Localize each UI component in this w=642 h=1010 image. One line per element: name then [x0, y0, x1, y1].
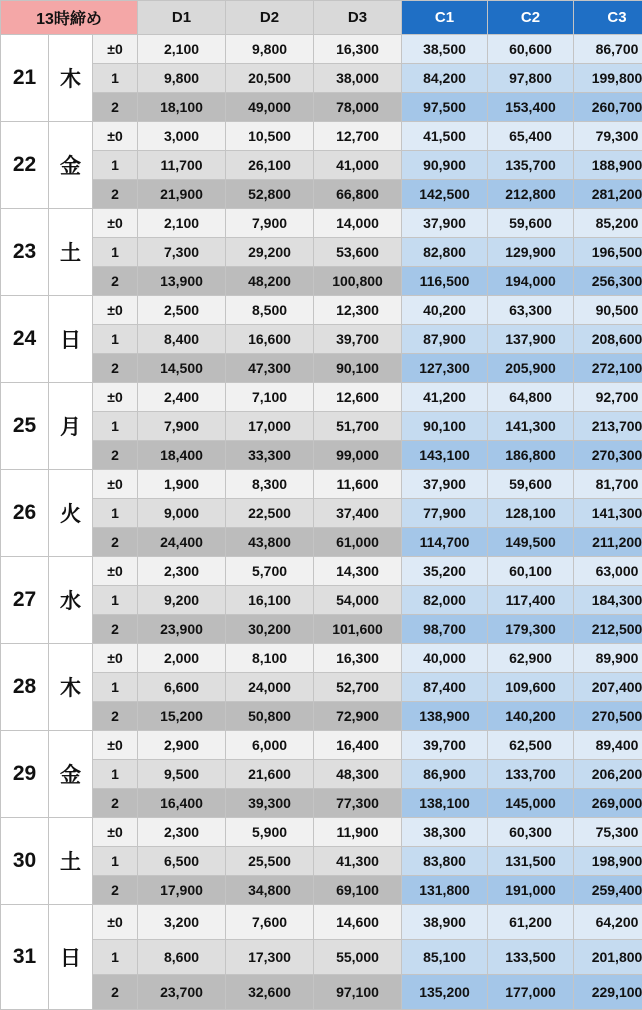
value-cell: 196,500 [574, 238, 642, 267]
value-cell: 83,800 [402, 847, 488, 876]
weekday-cell: 木 [49, 35, 93, 122]
value-cell: 18,100 [138, 93, 226, 122]
table-row [1, 180, 642, 209]
offset-cell: 1 [93, 760, 138, 789]
offset-cell: 1 [93, 325, 138, 354]
table-row [1, 644, 642, 673]
value-cell: 16,300 [314, 644, 402, 673]
date-cell: 22 [1, 122, 49, 209]
value-cell: 229,100 [574, 975, 642, 1010]
value-cell: 135,200 [402, 975, 488, 1010]
date-cell: 24 [1, 296, 49, 383]
offset-cell: 2 [93, 180, 138, 209]
value-cell: 50,800 [226, 702, 314, 731]
offset-cell: ±0 [93, 470, 138, 499]
col-header-d1: D1 [138, 1, 226, 35]
value-cell: 61,000 [314, 528, 402, 557]
table-row [1, 35, 642, 64]
value-cell: 92,700 [574, 383, 642, 412]
value-cell: 131,500 [488, 847, 574, 876]
value-cell: 101,600 [314, 615, 402, 644]
weekday-cell: 月 [49, 383, 93, 470]
value-cell: 143,100 [402, 441, 488, 470]
value-cell: 23,900 [138, 615, 226, 644]
value-cell: 138,900 [402, 702, 488, 731]
value-cell: 60,600 [488, 35, 574, 64]
value-cell: 14,000 [314, 209, 402, 238]
value-cell: 77,900 [402, 499, 488, 528]
value-cell: 16,300 [314, 35, 402, 64]
value-cell: 24,400 [138, 528, 226, 557]
weekday-cell: 土 [49, 818, 93, 905]
value-cell: 89,900 [574, 644, 642, 673]
offset-cell: 2 [93, 702, 138, 731]
value-cell: 129,900 [488, 238, 574, 267]
value-cell: 7,300 [138, 238, 226, 267]
table-row [1, 940, 642, 975]
value-cell: 213,700 [574, 412, 642, 441]
offset-cell: 2 [93, 876, 138, 905]
table-row [1, 325, 642, 354]
table-row [1, 441, 642, 470]
value-cell: 14,300 [314, 557, 402, 586]
value-cell: 69,100 [314, 876, 402, 905]
value-cell: 206,200 [574, 760, 642, 789]
value-cell: 99,000 [314, 441, 402, 470]
value-cell: 61,200 [488, 905, 574, 940]
offset-cell: ±0 [93, 209, 138, 238]
col-header-c2: C2 [488, 1, 574, 35]
value-cell: 64,800 [488, 383, 574, 412]
value-cell: 40,000 [402, 644, 488, 673]
value-cell: 82,800 [402, 238, 488, 267]
value-cell: 117,400 [488, 586, 574, 615]
value-cell: 211,200 [574, 528, 642, 557]
offset-cell: 1 [93, 673, 138, 702]
value-cell: 270,500 [574, 702, 642, 731]
value-cell: 16,400 [138, 789, 226, 818]
value-cell: 41,300 [314, 847, 402, 876]
value-cell: 26,100 [226, 151, 314, 180]
value-cell: 142,500 [402, 180, 488, 209]
value-cell: 41,500 [402, 122, 488, 151]
offset-cell: ±0 [93, 644, 138, 673]
weekday-cell: 水 [49, 557, 93, 644]
table-row [1, 760, 642, 789]
offset-cell: 1 [93, 412, 138, 441]
weekday-cell: 火 [49, 470, 93, 557]
value-cell: 11,900 [314, 818, 402, 847]
value-cell: 9,200 [138, 586, 226, 615]
value-cell: 98,700 [402, 615, 488, 644]
value-cell: 272,100 [574, 354, 642, 383]
value-cell: 60,100 [488, 557, 574, 586]
value-cell: 114,700 [402, 528, 488, 557]
date-cell: 29 [1, 731, 49, 818]
header-row [1, 1, 642, 35]
value-cell: 41,000 [314, 151, 402, 180]
value-cell: 59,600 [488, 209, 574, 238]
table-row [1, 354, 642, 383]
value-cell: 270,300 [574, 441, 642, 470]
value-cell: 2,900 [138, 731, 226, 760]
offset-cell: 2 [93, 354, 138, 383]
table-row [1, 673, 642, 702]
offset-cell: 1 [93, 586, 138, 615]
value-cell: 72,900 [314, 702, 402, 731]
offset-cell: ±0 [93, 557, 138, 586]
value-cell: 85,200 [574, 209, 642, 238]
value-cell: 89,400 [574, 731, 642, 760]
value-cell: 17,300 [226, 940, 314, 975]
value-cell: 6,000 [226, 731, 314, 760]
value-cell: 100,800 [314, 267, 402, 296]
col-header-d3: D3 [314, 1, 402, 35]
value-cell: 109,600 [488, 673, 574, 702]
value-cell: 207,400 [574, 673, 642, 702]
weekday-cell: 日 [49, 905, 93, 1010]
value-cell: 59,600 [488, 470, 574, 499]
value-cell: 8,600 [138, 940, 226, 975]
value-cell: 128,100 [488, 499, 574, 528]
value-cell: 38,000 [314, 64, 402, 93]
date-cell: 25 [1, 383, 49, 470]
value-cell: 3,200 [138, 905, 226, 940]
value-cell: 12,600 [314, 383, 402, 412]
value-cell: 52,700 [314, 673, 402, 702]
value-cell: 191,000 [488, 876, 574, 905]
value-cell: 97,500 [402, 93, 488, 122]
value-cell: 9,800 [138, 64, 226, 93]
table-row [1, 528, 642, 557]
value-cell: 43,800 [226, 528, 314, 557]
value-cell: 6,500 [138, 847, 226, 876]
date-cell: 31 [1, 905, 49, 1010]
value-cell: 256,300 [574, 267, 642, 296]
value-cell: 13,900 [138, 267, 226, 296]
value-cell: 199,800 [574, 64, 642, 93]
value-cell: 48,300 [314, 760, 402, 789]
value-cell: 1,900 [138, 470, 226, 499]
value-cell: 63,000 [574, 557, 642, 586]
value-cell: 75,300 [574, 818, 642, 847]
value-cell: 212,800 [488, 180, 574, 209]
col-header-c3: C3 [574, 1, 642, 35]
value-cell: 260,700 [574, 93, 642, 122]
offset-cell: 2 [93, 789, 138, 818]
value-cell: 21,600 [226, 760, 314, 789]
table-row [1, 586, 642, 615]
table-row [1, 615, 642, 644]
value-cell: 86,700 [574, 35, 642, 64]
value-cell: 63,300 [488, 296, 574, 325]
value-cell: 138,100 [402, 789, 488, 818]
value-cell: 37,900 [402, 470, 488, 499]
offset-cell: 1 [93, 151, 138, 180]
value-cell: 22,500 [226, 499, 314, 528]
value-cell: 97,100 [314, 975, 402, 1010]
value-cell: 135,700 [488, 151, 574, 180]
value-cell: 208,600 [574, 325, 642, 354]
table-row [1, 296, 642, 325]
value-cell: 64,200 [574, 905, 642, 940]
value-cell: 90,900 [402, 151, 488, 180]
value-cell: 2,300 [138, 818, 226, 847]
value-cell: 78,000 [314, 93, 402, 122]
value-cell: 85,100 [402, 940, 488, 975]
value-cell: 90,100 [402, 412, 488, 441]
value-cell: 2,000 [138, 644, 226, 673]
value-cell: 5,900 [226, 818, 314, 847]
value-cell: 201,800 [574, 940, 642, 975]
offset-cell: 2 [93, 267, 138, 296]
value-cell: 7,100 [226, 383, 314, 412]
value-cell: 14,500 [138, 354, 226, 383]
value-cell: 141,300 [574, 499, 642, 528]
value-cell: 2,400 [138, 383, 226, 412]
value-cell: 38,300 [402, 818, 488, 847]
value-cell: 2,100 [138, 209, 226, 238]
table-row [1, 93, 642, 122]
value-cell: 133,500 [488, 940, 574, 975]
value-cell: 8,100 [226, 644, 314, 673]
value-cell: 90,100 [314, 354, 402, 383]
table-row [1, 876, 642, 905]
value-cell: 34,800 [226, 876, 314, 905]
value-cell: 2,500 [138, 296, 226, 325]
table-row [1, 412, 642, 441]
value-cell: 55,000 [314, 940, 402, 975]
value-cell: 133,700 [488, 760, 574, 789]
value-cell: 39,700 [314, 325, 402, 354]
value-cell: 60,300 [488, 818, 574, 847]
value-cell: 2,300 [138, 557, 226, 586]
value-cell: 53,600 [314, 238, 402, 267]
value-cell: 9,800 [226, 35, 314, 64]
value-cell: 77,300 [314, 789, 402, 818]
date-cell: 26 [1, 470, 49, 557]
value-cell: 29,200 [226, 238, 314, 267]
value-cell: 131,800 [402, 876, 488, 905]
value-cell: 3,000 [138, 122, 226, 151]
value-cell: 24,000 [226, 673, 314, 702]
table-row [1, 789, 642, 818]
weekday-cell: 木 [49, 644, 93, 731]
value-cell: 37,900 [402, 209, 488, 238]
table-row [1, 499, 642, 528]
offset-cell: 1 [93, 64, 138, 93]
weekday-cell: 日 [49, 296, 93, 383]
date-cell: 27 [1, 557, 49, 644]
offset-cell: 1 [93, 238, 138, 267]
value-cell: 97,800 [488, 64, 574, 93]
date-cell: 21 [1, 35, 49, 122]
table-row [1, 847, 642, 876]
table-row [1, 818, 642, 847]
value-cell: 12,700 [314, 122, 402, 151]
value-cell: 16,100 [226, 586, 314, 615]
date-cell: 30 [1, 818, 49, 905]
table-row [1, 209, 642, 238]
offset-cell: ±0 [93, 383, 138, 412]
value-cell: 35,200 [402, 557, 488, 586]
value-cell: 33,300 [226, 441, 314, 470]
value-cell: 12,300 [314, 296, 402, 325]
value-cell: 8,400 [138, 325, 226, 354]
value-cell: 41,200 [402, 383, 488, 412]
value-cell: 52,800 [226, 180, 314, 209]
value-cell: 177,000 [488, 975, 574, 1010]
weekday-cell: 土 [49, 209, 93, 296]
value-cell: 141,300 [488, 412, 574, 441]
offset-cell: 1 [93, 940, 138, 975]
offset-cell: 2 [93, 615, 138, 644]
table-row [1, 64, 642, 93]
value-cell: 127,300 [402, 354, 488, 383]
value-cell: 153,400 [488, 93, 574, 122]
value-cell: 38,900 [402, 905, 488, 940]
value-cell: 10,500 [226, 122, 314, 151]
value-cell: 16,400 [314, 731, 402, 760]
value-cell: 39,700 [402, 731, 488, 760]
value-cell: 20,500 [226, 64, 314, 93]
offset-cell: 2 [93, 975, 138, 1010]
table-row [1, 905, 642, 940]
value-cell: 149,500 [488, 528, 574, 557]
table-row [1, 122, 642, 151]
value-cell: 87,900 [402, 325, 488, 354]
value-cell: 49,000 [226, 93, 314, 122]
value-cell: 5,700 [226, 557, 314, 586]
value-cell: 66,800 [314, 180, 402, 209]
value-cell: 62,500 [488, 731, 574, 760]
value-cell: 8,500 [226, 296, 314, 325]
value-cell: 37,400 [314, 499, 402, 528]
value-cell: 25,500 [226, 847, 314, 876]
value-cell: 205,900 [488, 354, 574, 383]
table-row [1, 151, 642, 180]
value-cell: 90,500 [574, 296, 642, 325]
value-cell: 11,700 [138, 151, 226, 180]
value-cell: 212,500 [574, 615, 642, 644]
offset-cell: ±0 [93, 905, 138, 940]
value-cell: 48,200 [226, 267, 314, 296]
value-cell: 18,400 [138, 441, 226, 470]
value-cell: 6,600 [138, 673, 226, 702]
table-row [1, 702, 642, 731]
weekday-cell: 金 [49, 731, 93, 818]
table-row [1, 470, 642, 499]
offset-cell: 1 [93, 847, 138, 876]
col-header-c1: C1 [402, 1, 488, 35]
offset-cell: ±0 [93, 296, 138, 325]
value-cell: 38,500 [402, 35, 488, 64]
value-cell: 17,000 [226, 412, 314, 441]
offset-cell: 1 [93, 499, 138, 528]
value-cell: 8,300 [226, 470, 314, 499]
offset-cell: 2 [93, 93, 138, 122]
value-cell: 87,400 [402, 673, 488, 702]
value-cell: 40,200 [402, 296, 488, 325]
offset-cell: 2 [93, 528, 138, 557]
value-cell: 84,200 [402, 64, 488, 93]
value-cell: 2,100 [138, 35, 226, 64]
value-cell: 39,300 [226, 789, 314, 818]
value-cell: 51,700 [314, 412, 402, 441]
value-cell: 79,300 [574, 122, 642, 151]
value-cell: 82,000 [402, 586, 488, 615]
value-cell: 16,600 [226, 325, 314, 354]
weekday-cell: 金 [49, 122, 93, 209]
value-cell: 7,900 [138, 412, 226, 441]
value-cell: 269,000 [574, 789, 642, 818]
table-row [1, 731, 642, 760]
offset-cell: ±0 [93, 122, 138, 151]
value-cell: 47,300 [226, 354, 314, 383]
table-row [1, 267, 642, 296]
offset-cell: 2 [93, 441, 138, 470]
offset-cell: ±0 [93, 731, 138, 760]
value-cell: 23,700 [138, 975, 226, 1010]
table-row [1, 383, 642, 412]
value-cell: 140,200 [488, 702, 574, 731]
col-header-d2: D2 [226, 1, 314, 35]
value-cell: 65,400 [488, 122, 574, 151]
value-cell: 32,600 [226, 975, 314, 1010]
value-cell: 259,400 [574, 876, 642, 905]
date-cell: 23 [1, 209, 49, 296]
value-cell: 188,900 [574, 151, 642, 180]
value-cell: 86,900 [402, 760, 488, 789]
value-cell: 179,300 [488, 615, 574, 644]
value-cell: 145,000 [488, 789, 574, 818]
table-title: 13時締め [1, 1, 138, 35]
value-cell: 184,300 [574, 586, 642, 615]
value-cell: 30,200 [226, 615, 314, 644]
value-cell: 137,900 [488, 325, 574, 354]
value-cell: 81,700 [574, 470, 642, 499]
value-cell: 194,000 [488, 267, 574, 296]
value-cell: 54,000 [314, 586, 402, 615]
value-cell: 17,900 [138, 876, 226, 905]
value-cell: 116,500 [402, 267, 488, 296]
offset-cell: ±0 [93, 818, 138, 847]
value-cell: 21,900 [138, 180, 226, 209]
value-cell: 11,600 [314, 470, 402, 499]
value-cell: 198,900 [574, 847, 642, 876]
value-cell: 14,600 [314, 905, 402, 940]
table-row [1, 557, 642, 586]
value-cell: 9,000 [138, 499, 226, 528]
date-cell: 28 [1, 644, 49, 731]
value-cell: 9,500 [138, 760, 226, 789]
value-cell: 186,800 [488, 441, 574, 470]
offset-cell: ±0 [93, 35, 138, 64]
value-cell: 7,600 [226, 905, 314, 940]
value-cell: 15,200 [138, 702, 226, 731]
table-row [1, 238, 642, 267]
value-cell: 7,900 [226, 209, 314, 238]
value-cell: 281,200 [574, 180, 642, 209]
table-row [1, 975, 642, 1010]
value-cell: 62,900 [488, 644, 574, 673]
